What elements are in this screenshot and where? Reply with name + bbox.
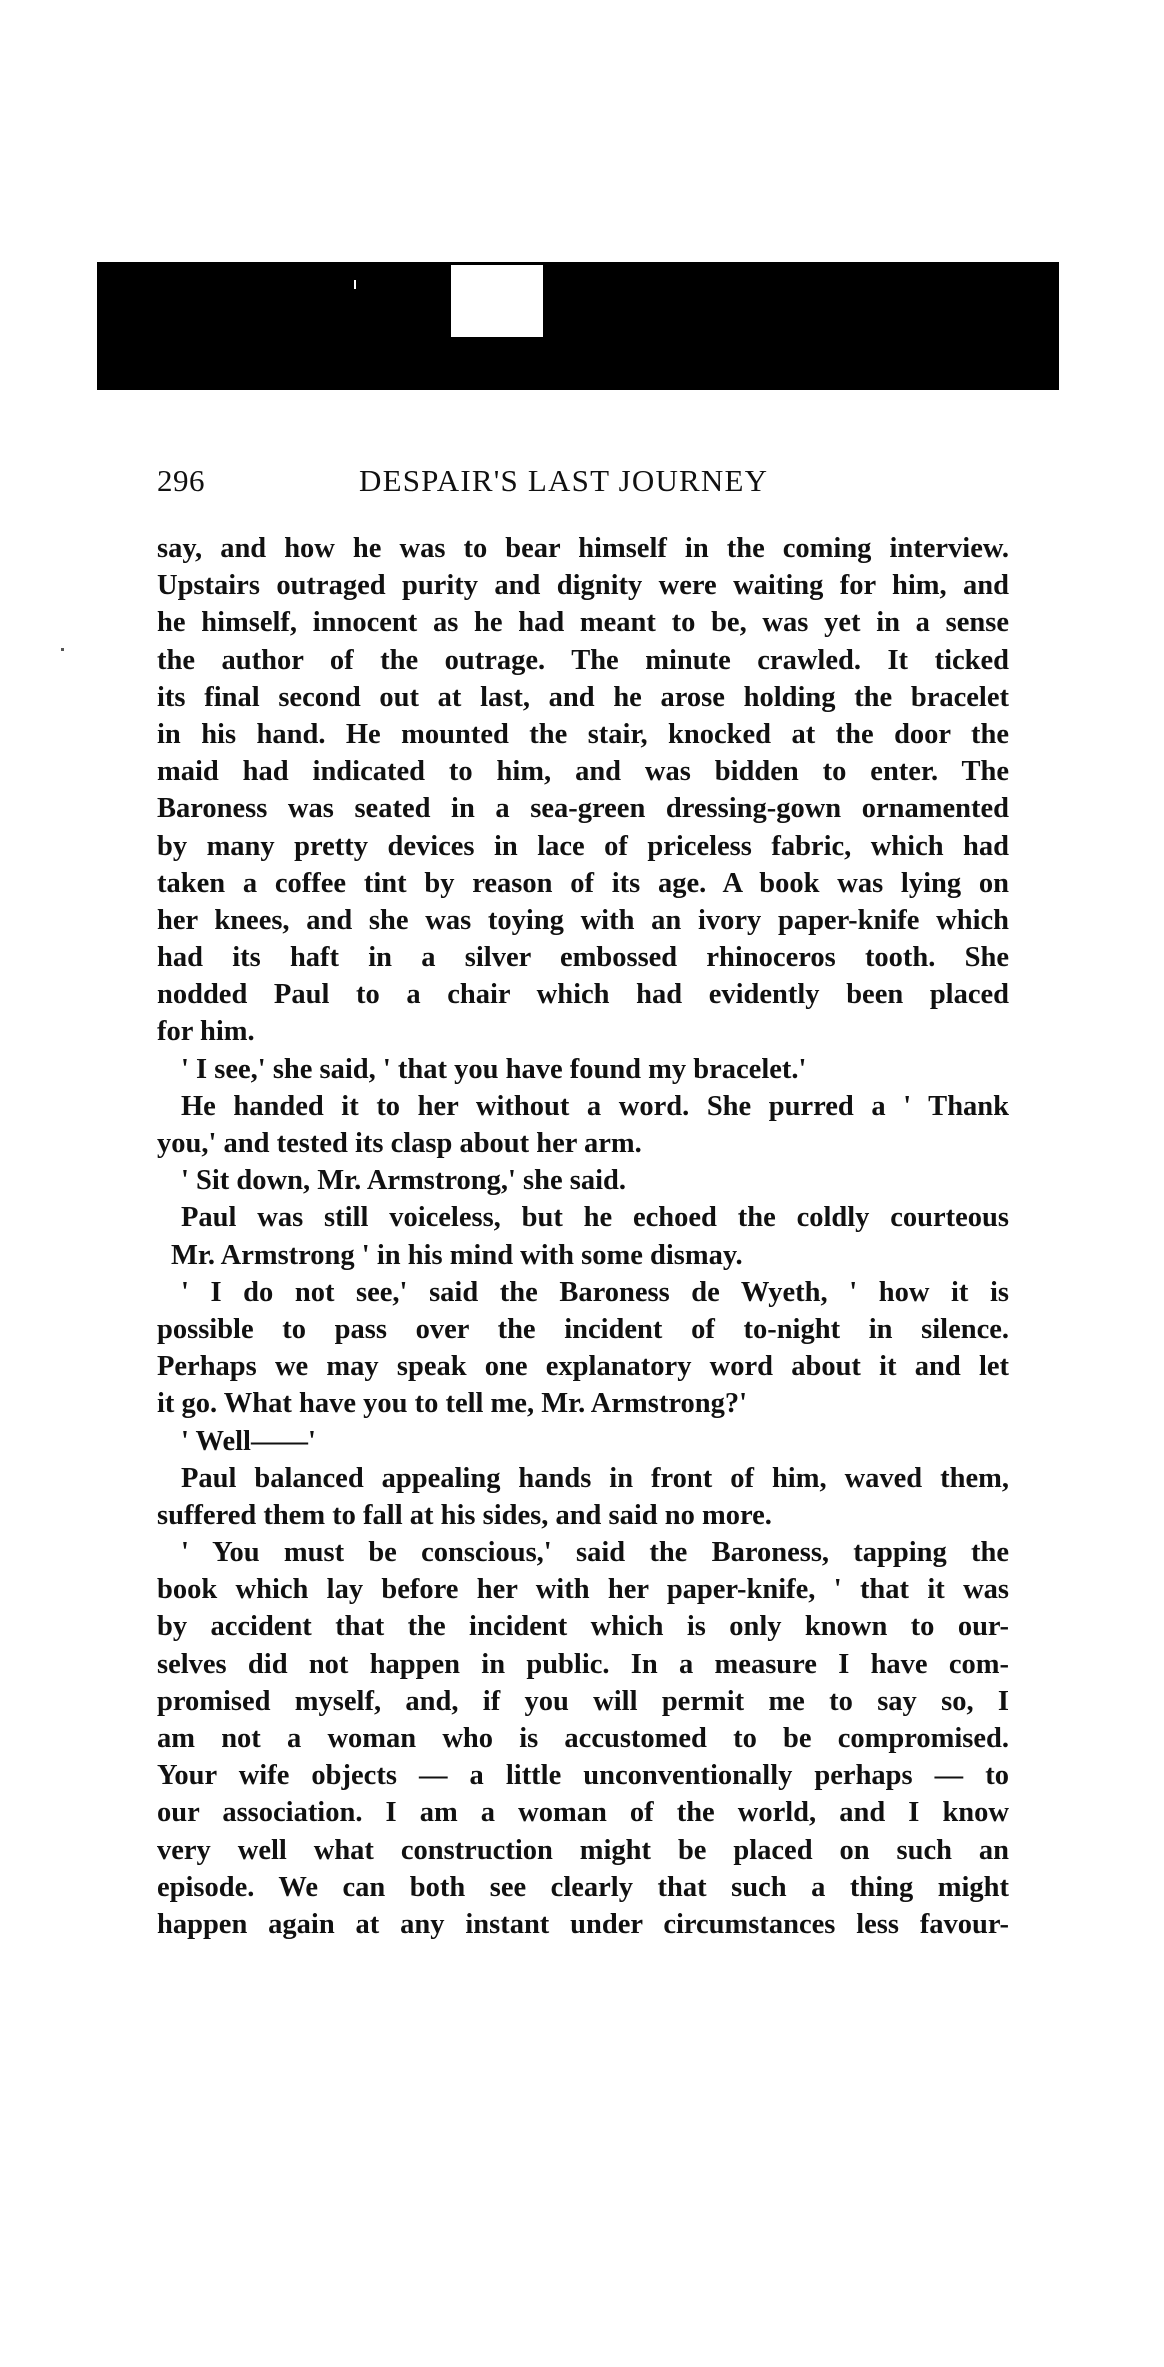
scan-artifact-mark (354, 280, 356, 289)
text-line: Mr. Armstrong ' in his mind with some dismay. (171, 1239, 743, 1271)
text-line: taken a coffee tint by reason of its age. A book was lying on (157, 867, 1009, 899)
text-line: ' Well——' (181, 1425, 316, 1457)
text-line: Your wife objects — a little unconventionally perhaps — to (157, 1760, 1009, 1792)
text-line: promised myself, and, if you will permit me to say so, I (157, 1685, 1009, 1717)
text-line: Baroness was seated in a sea-green dressing-gown ornamented (157, 793, 1009, 825)
text-line: possible to pass over the incident of to-night in silence. (157, 1313, 1009, 1345)
text-line: happen again at any instant under circumstances less favour- (157, 1908, 1009, 1940)
text-line: ' You must be conscious,' said the Baroness, tapping the (181, 1537, 1009, 1569)
text-line: had its haft in a silver embossed rhinoceros tooth. She (157, 942, 1009, 974)
text-line: by many pretty devices in lace of priceless fabric, which had (157, 830, 1009, 862)
text-line: maid had indicated to him, and was bidden to enter. The (157, 756, 1009, 788)
text-line: our association. I am a woman of the world, and I know (157, 1797, 1009, 1829)
scan-speck (61, 648, 64, 651)
text-line: ' I do not see,' said the Baroness de Wyeth, ' how it is (181, 1276, 1009, 1308)
text-line: ' Sit down, Mr. Armstrong,' she said. (181, 1165, 626, 1197)
scan-redaction-band (97, 262, 1059, 390)
text-line: He handed it to her without a word. She purred a ' Thank (181, 1090, 1009, 1122)
body-text (157, 530, 1009, 1943)
text-line: very well what construction might be placed on such an (157, 1834, 1009, 1866)
text-line: say, and how he was to bear himself in the coming interview. (157, 533, 1009, 564)
text-line: Paul balanced appealing hands in front of him, waved them, (181, 1462, 1009, 1494)
text-line: by accident that the incident which is only known to our- (157, 1611, 1009, 1643)
text-line: Perhaps we may speak one explanatory word about it and let (157, 1351, 1009, 1383)
text-line: Paul was still voiceless, but he echoed the coldly courteous (181, 1202, 1009, 1234)
page-number: 296 (157, 463, 205, 498)
text-line: am not a woman who is accustomed to be compromised. (157, 1723, 1009, 1754)
text-line: its final second out at last, and he arose holding the bracelet (157, 681, 1009, 713)
text-line: ' I see,' she said, ' that you have found my bracelet.' (181, 1053, 807, 1085)
text-line: he himself, innocent as he had meant to be, was yet in a sense (157, 607, 1009, 639)
running-title: DESPAIR'S LAST JOURNEY (359, 463, 769, 498)
text-line: the author of the outrage. The minute crawled. It ticked (157, 644, 1009, 676)
scan-white-patch (451, 265, 543, 337)
text-line: book which lay before her with her paper-knife, ' that it was (157, 1574, 1009, 1606)
text-line: episode. We can both see clearly that such a thing might (157, 1871, 1009, 1903)
text-line: in his hand. He mounted the stair, knocked at the door the (157, 718, 1009, 750)
scan-artifact-dot (842, 275, 845, 278)
text-line: selves did not happen in public. In a measure I have com- (157, 1648, 1009, 1680)
text-line: suffered them to fall at his sides, and said no more. (157, 1499, 772, 1531)
text-line: it go. What have you to tell me, Mr. Armstrong?' (157, 1388, 748, 1420)
text-line: nodded Paul to a chair which had evidently been placed (157, 979, 1009, 1011)
text-line: Upstairs outraged purity and dignity were waiting for him, and (157, 570, 1009, 602)
page-header (157, 463, 1009, 511)
text-line: her knees, and she was toying with an ivory paper-knife which (157, 904, 1009, 936)
text-line: you,' and tested its clasp about her arm. (157, 1128, 642, 1159)
text-line: for him. (157, 1016, 255, 1048)
